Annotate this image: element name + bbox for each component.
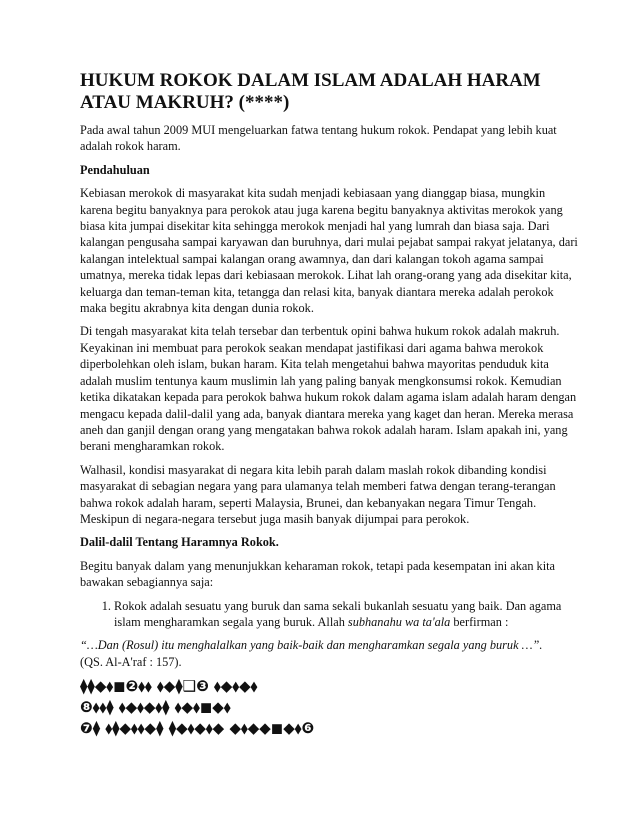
garbled-line: ⧫⧫◆⬧◼❷⬧⬧ ⬧◆⧫❑❸ ⬧◆⬧◆⬧ <box>80 677 258 696</box>
quote-reference: (QS. Al-A'raf : 157). <box>80 654 182 669</box>
list-item-text: Rokok adalah sesuatu yang buruk dan sama sekali bukanlah sesuatu yang baik. Dan agama islam mengharamkan segala yang buruk. Allah <box>114 598 562 629</box>
paragraph-1: Kebiasan merokok di masyarakat kita sudah menjadi kebiasaan yang dianggap biasa, mungkin karena begitu banyaknya para perokok atau juga karena begitu banyaknya aktivitas merokok yang biasa kita jumpai disekitar kita sehingga merokok menjadi hal yang lumrah dan biasa saja. Dari kalangan pengusaha sampai karyawan dan buruhnya, dari mulai pejabat sampai rakyat jelatanya, dari kalangan intelektual sampai kalangan orang awamnya, dan dari kalangan tokoh agama sampai umatnya, mereka tidak lepas dari kebiasaan merokok. Lihat lah orang-orang yang ada disekitar kita, keluarga dan teman-teman kita, tetangga dan relasi kita, banyak diantara mereka adalah perokok maka begitu akrabnya kita dengan dunia rokok. <box>80 186 578 316</box>
section-heading-dalil: Dalil-dalil Tentang Haramnya Rokok. <box>80 535 279 550</box>
document-title: HUKUM ROKOK DALAM ISLAM ADALAH HARAM ATAU MAKRUH? (****) <box>80 70 541 113</box>
garbled-line: ❼⧫ ⬧⧫◆⬧⬧◆⧫ ⧫◆⬧◆⬧◆ ◆⬧◆◆◼◆⬧❻ <box>80 719 315 738</box>
garbled-arabic-text <box>80 676 580 739</box>
paragraph-2: Di tengah masyarakat kita telah tersebar dan terbentuk opini bahwa hukum rokok adalah makruh. Keyakinan ini membuat para perokok seakan mendapat jastifikasi dari agama bahwa merokok diperbolehkan oleh islam, bukan haram. Kita telah mengetahui bahwa mayoritas penduduk kita adalah muslim tentunya kaum muslimin lah yang paling banyak mengkonsumsi rokok. Kemudian ketika dikatakan kepada para perokok bahwa hukum rokok dalam agama islam adalah haram dengan mengacu kepada dalil-dalil yang ada, banyak diantara mereka yang kaget dan heran. Mereka merasa aneh dan ganjil dengan orang yang mengatakan bahwa rokok adalah haram. Islam apakah ini, yang berani mengharamkan rokok. <box>80 324 577 454</box>
list-item-end: berfirman : <box>450 614 509 629</box>
quote-text: “…Dan (Rosul) itu menghalalkan yang baik-baik dan mengharamkan segala yang buruk …”. <box>80 638 543 653</box>
dalil-list <box>80 598 580 631</box>
quran-quote <box>80 637 580 670</box>
intro-paragraph: Pada awal tahun 2009 MUI mengeluarkan fatwa tentang hukum rokok. Pendapat yang lebih kuat adalah rokok haram. <box>80 123 557 154</box>
list-item-italic: subhanahu wa ta'ala <box>347 614 451 629</box>
list-item <box>114 598 580 631</box>
garbled-line: ❽⬧⬧⧫ ⬧◆⬧◆⬧⧫ ⬧◆⬧◼◆⬧ <box>80 698 231 717</box>
section2-intro: Begitu banyak dalam yang menunjukkan keharaman rokok, tetapi pada kesempatan ini akan kita bawakan sebagiannya saja: <box>80 558 555 590</box>
section-heading-pendahuluan: Pendahuluan <box>80 162 150 177</box>
document-body <box>80 70 580 739</box>
paragraph-3: Walhasil, kondisi masyarakat di negara kita lebih parah dalam maslah rokok dibanding kondisi masyarakat di sebagian negara yang para ulamanya telah memberi fatwa dengan terang-terangan bahwa rokok adalah haram, seperti Malaysia, Brunei, dan kebanyakan negara Timur Tengah. Meskipun di negara-negara tersebut juga masih banyak dijumpai para perokok. <box>80 462 556 526</box>
